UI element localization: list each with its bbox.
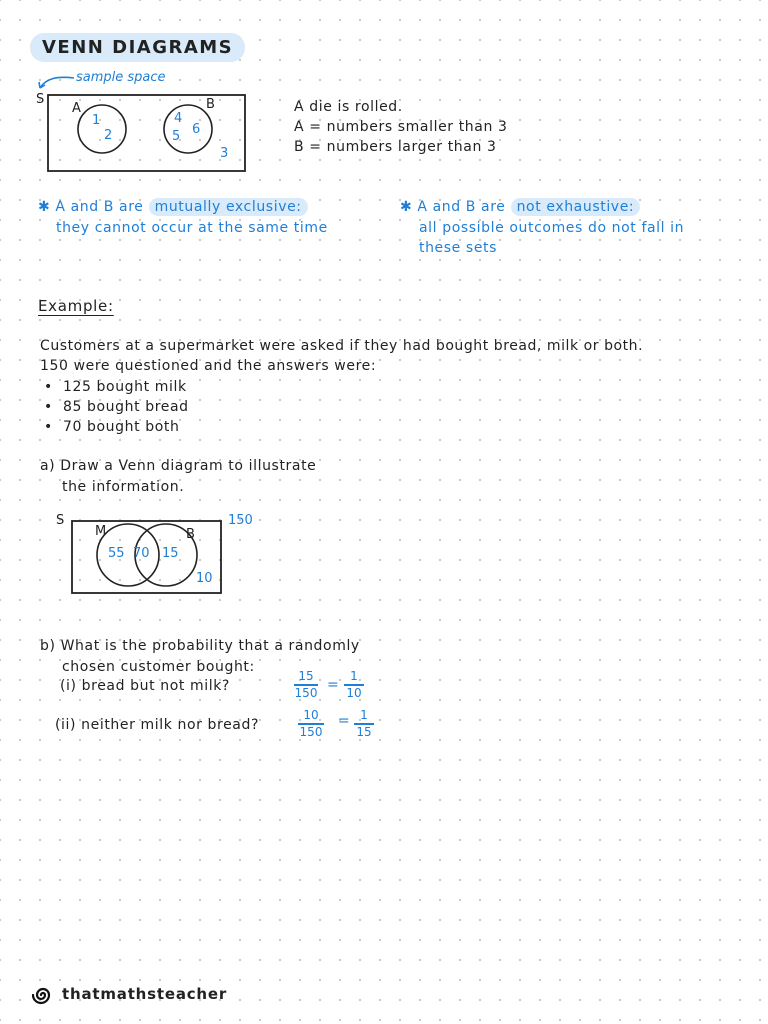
note-right-star-icon: ✱ xyxy=(400,199,418,215)
venn2-both: 70 xyxy=(133,546,150,561)
q2-frac1-numerator: 10 xyxy=(303,708,319,722)
die-text-line2: A = numbers smaller than 3 xyxy=(294,119,508,135)
venn1-b-value-6: 6 xyxy=(192,122,201,137)
note-left-prefix: A and B are xyxy=(55,199,144,215)
venn1-b-value-5: 5 xyxy=(172,129,181,144)
bullet-dot-icon: • xyxy=(44,399,63,415)
q1-frac1-numerator: 15 xyxy=(298,669,314,683)
venn2-s-label: S xyxy=(56,513,65,528)
venn1-b-label: B xyxy=(206,97,215,112)
part-b-q1: (i) bread but not milk? xyxy=(60,678,230,694)
q2-frac1-denominator: 150 xyxy=(299,724,323,739)
example-heading: Example: xyxy=(38,297,114,315)
note-left-line2: they cannot occur at the same time xyxy=(56,220,328,236)
part-a-line1: a) Draw a Venn diagram to illustrate xyxy=(40,458,317,474)
example-intro-line1: Customers at a supermarket were asked if they had bought bread, milk or both. xyxy=(40,338,644,354)
venn2-m-label: M xyxy=(95,524,107,539)
venn2-total: 150 xyxy=(228,513,253,528)
venn2-m-only: 55 xyxy=(108,546,125,561)
example-intro-line2: 150 were questioned and the answers were: xyxy=(40,358,377,374)
venn1-a-value-1: 1 xyxy=(92,113,101,128)
venn1-a-label: A xyxy=(72,101,81,116)
q1-fraction-2 xyxy=(344,670,364,700)
example-bullet-2 xyxy=(44,399,189,415)
venn1-s-label: S xyxy=(36,92,45,107)
q1-frac1-denominator: 150 xyxy=(294,685,318,700)
venn2-b-only: 15 xyxy=(162,546,179,561)
part-b-q2: (ii) neither milk nor bread? xyxy=(55,717,259,733)
note-right-line2: all possible outcomes do not fall in xyxy=(419,220,685,236)
bullet-dot-icon: • xyxy=(44,419,63,435)
example-bullet-3 xyxy=(44,419,179,435)
note-right-highlight: not exhaustive: xyxy=(511,198,641,216)
q2-frac2-numerator: 1 xyxy=(360,708,368,722)
q2-frac2-denominator: 15 xyxy=(356,724,372,739)
part-b-line2: chosen customer bought: xyxy=(62,659,255,675)
note-left-star-icon: ✱ xyxy=(38,199,56,215)
q1-frac2-numerator: 1 xyxy=(350,669,358,683)
part-b-line1: b) What is the probability that a randomly xyxy=(40,638,360,654)
note-right-prefix: A and B are xyxy=(417,199,506,215)
sample-space-note: sample space xyxy=(76,70,166,85)
q1-fraction-1 xyxy=(294,670,318,700)
note-right-line3: these sets xyxy=(419,240,498,256)
venn2-b-label: B xyxy=(186,527,195,542)
venn1-circle-a xyxy=(78,105,126,153)
venn1-a-value-2: 2 xyxy=(104,128,113,143)
note-left-line1 xyxy=(38,199,308,215)
die-text-line3: B = numbers larger than 3 xyxy=(294,139,497,155)
die-text-line1: A die is rolled. xyxy=(294,99,403,115)
example-bullet-3-text: 70 bought both xyxy=(62,419,180,435)
q1-frac2-denominator: 10 xyxy=(346,685,362,700)
swirl-logo-icon xyxy=(32,984,54,1006)
footer-handle: thatmathsteacher xyxy=(62,985,228,1003)
q2-fraction-1 xyxy=(298,709,324,739)
example-bullet-1-text: 125 bought milk xyxy=(62,379,187,395)
example-bullet-2-text: 85 bought bread xyxy=(62,399,189,415)
note-left-highlight: mutually exclusive: xyxy=(149,198,308,216)
note-right-line1 xyxy=(400,199,640,215)
example-bullet-1 xyxy=(44,379,187,395)
bullet-dot-icon: • xyxy=(44,379,63,395)
q2-fraction-2 xyxy=(354,709,374,739)
venn1-b-value-4: 4 xyxy=(174,111,183,126)
venn1-outside-value: 3 xyxy=(220,146,229,161)
q1-equals: = xyxy=(327,677,339,693)
venn2-circle-m xyxy=(97,524,159,586)
q2-equals: = xyxy=(338,713,350,729)
page-title: VENN DIAGRAMS xyxy=(30,33,245,62)
part-a-line2: the information. xyxy=(62,479,185,495)
venn2-outside: 10 xyxy=(196,571,213,586)
